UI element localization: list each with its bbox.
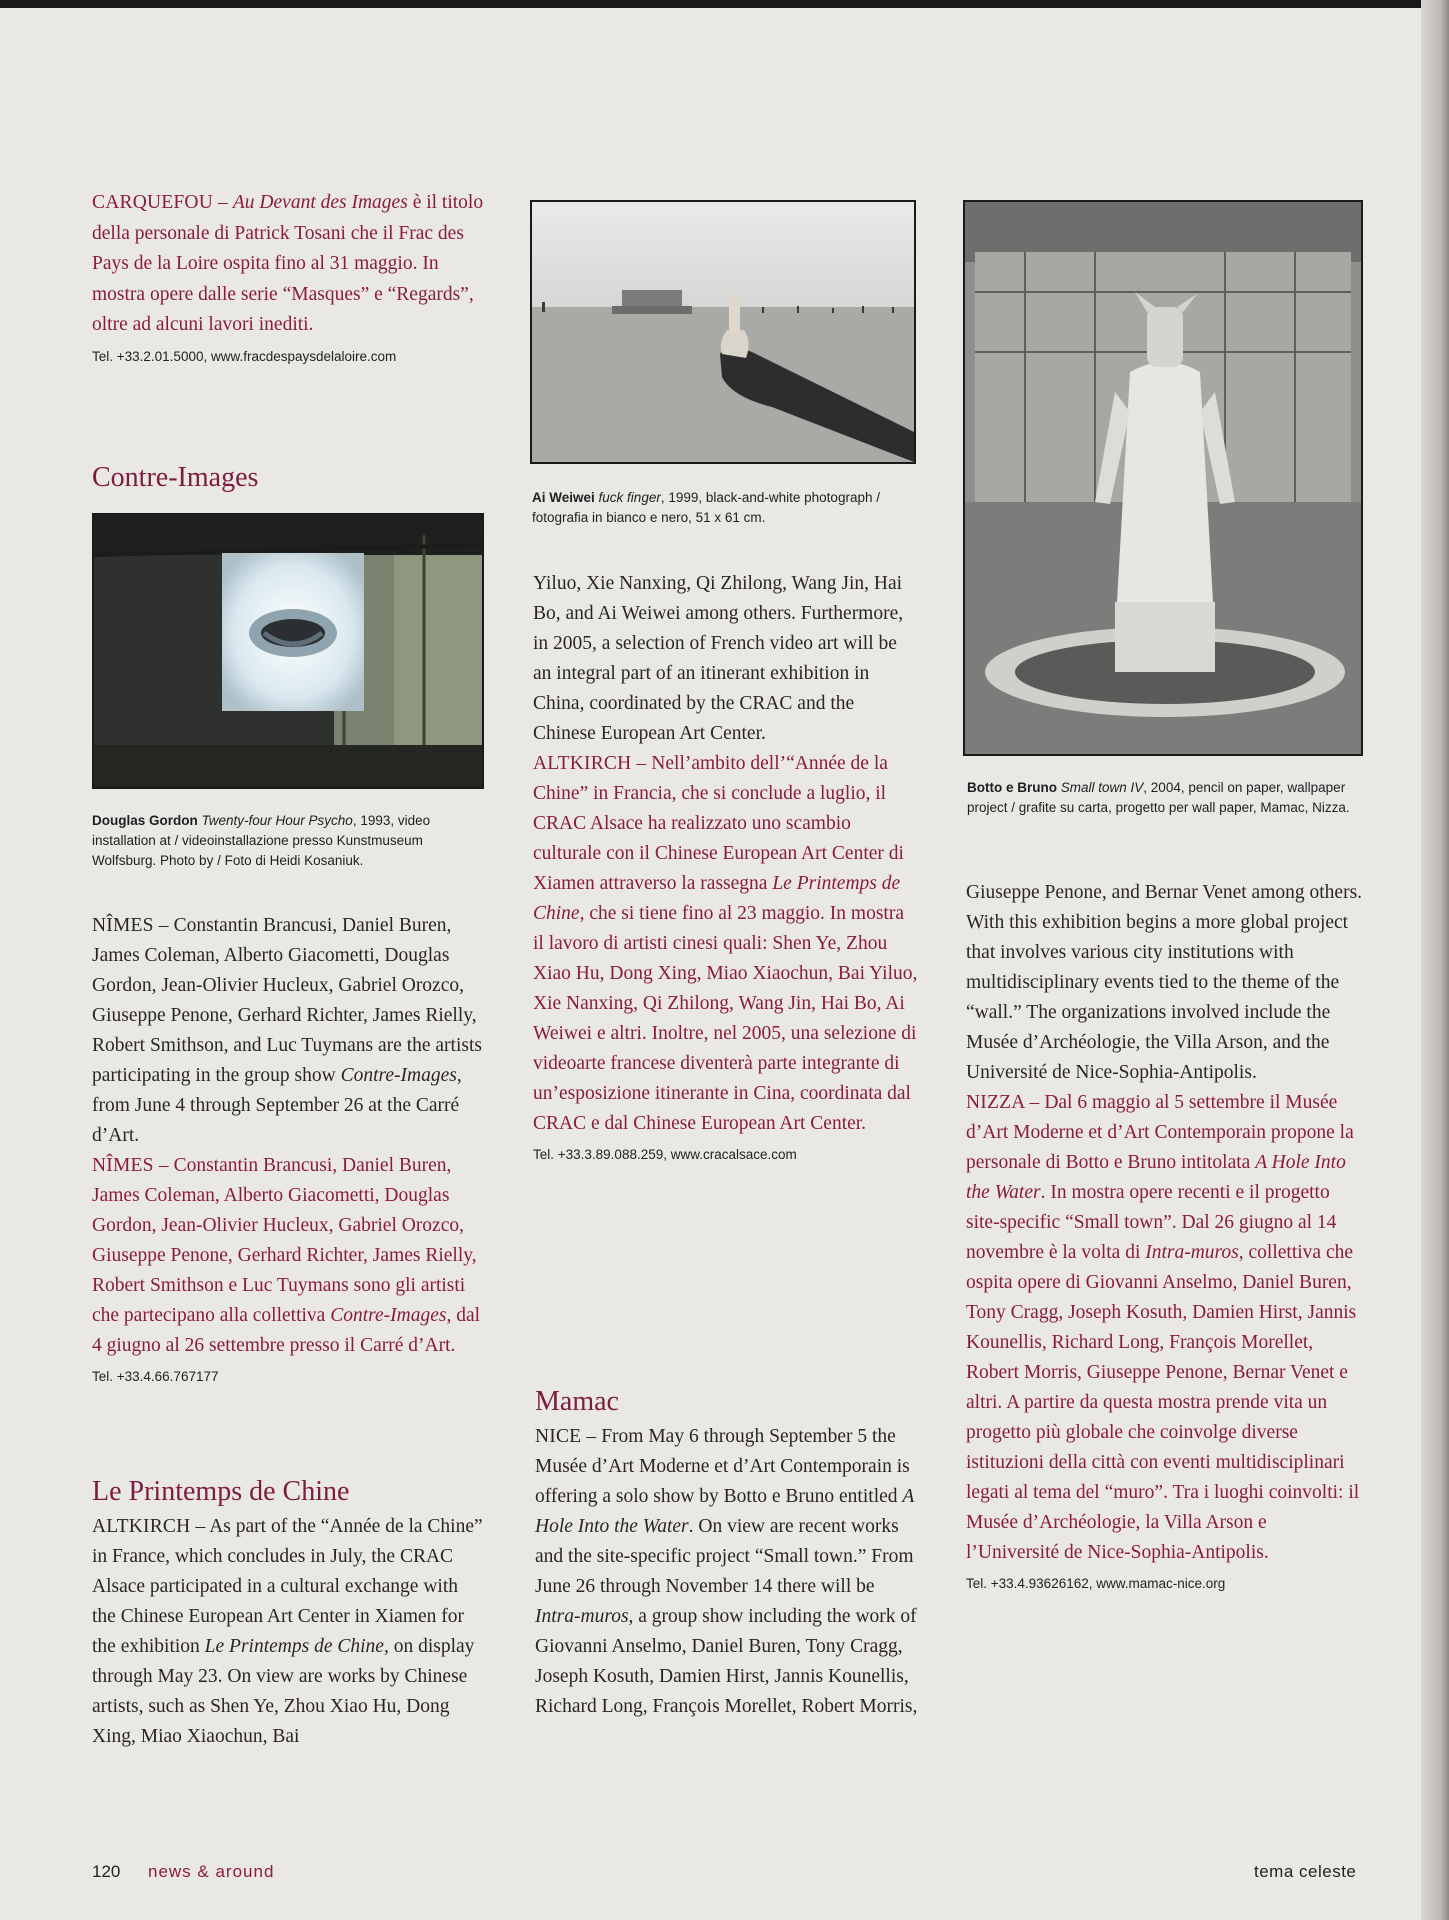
body-text: , on display through May 23. On view are works by Chinese artists, such as Shen Ye, Zhou Xiao Hu, Dong Xing, Miao Xiaochun, Bai (92, 1636, 475, 1747)
body-text: Constantin Brancusi, Daniel Buren, James Coleman, Alberto Giacometti, Douglas Gordon, Jean-Olivier Hucleux, Gabriel Orozco, Giuseppe Penone, Gerhard Richter, James Rielly, Robert Smithson e Luc Tuymans sono gli artisti che partecipano alla collettiva (92, 1155, 477, 1326)
caption-artist: Botto e Bruno (967, 780, 1057, 795)
contact-line: Tel. +33.2.01.5000, www.fracdespaysdelaloire.com (92, 348, 397, 364)
caption-artist: Ai Weiwei (532, 490, 595, 505)
section-heading-printemps: Le Printemps de Chine (92, 1476, 350, 1507)
work-title: Contre-Images (330, 1305, 447, 1326)
photo-caption (967, 778, 1363, 818)
work-title: Intra-muros (535, 1606, 629, 1627)
section-heading-mamac: Mamac (535, 1386, 619, 1417)
section-heading-contre-images: Contre-Images (92, 462, 259, 493)
body-text: As part of the “Année de la Chine” in France, which concludes in July, the CRAC Alsace participated in a cultural exchange with the Chinese European Art Center in Xiamen for the exhibition (92, 1516, 483, 1657)
carquefou-text (92, 188, 484, 341)
english-text (92, 911, 484, 1151)
body-text: , collettiva che ospita opere di Giovanni Anselmo, Daniel Buren, Tony Cragg, Joseph Kosuth, Damien Hirst, Jannis Kounellis, Richard Long, François Morellet, Robert Morris, Giuseppe Penone, Bernar Venet e altri. A partire da questa mostra prende vita un progetto più globale che coinvolge diverse istituzioni della città con eventi multidisciplinari legati al tema del “muro”. Tra i luoghi coinvolti: il Musée d’Archéologie, la Villa Arson e l’Université de Nice-Sophia-Antipolis. (966, 1242, 1360, 1563)
caption-text: , 2004, pencil on paper, wallpaper project / grafite su carta, progetto per wall paper, Mamac, Nizza. (967, 780, 1350, 815)
work-title: Contre-Images (340, 1065, 457, 1086)
article-printemps (92, 1512, 484, 1752)
caption-title: Twenty-four Hour Psycho (201, 813, 353, 828)
place-name: NÎMES – (92, 915, 169, 936)
english-text: Yiluo, Xie Nanxing, Qi Zhilong, Wang Jin, Hai Bo, and Ai Weiwei among others. Furthermore, in 2005, a selection of French video art will be an integral part of an itinerant exhibition in China, coordinated by the CRAC and the Chinese European Art Center. (533, 573, 904, 744)
article-contre-images (92, 911, 484, 1387)
photograph-image (532, 202, 914, 462)
magazine-name: tema celeste (1254, 1862, 1357, 1881)
body-text: Nell’ambito dell’“Année de la Chine” in Francia, che si conclude a luglio, il CRAC Alsace ha realizzato uno scambio culturale con il Chinese European Art Center di Xiamen attraverso la rassegna (533, 753, 904, 894)
photo-caption (92, 811, 484, 871)
caption-text: , 1999, black-and-white photograph / fotografia in bianco e nero, 51 x 61 cm. (532, 490, 880, 525)
contact-line: Tel. +33.4.93626162, www.mamac-nice.org (966, 1576, 1226, 1591)
body-text: , from June 4 through September 26 at the Carré d’Art. (92, 1065, 462, 1146)
photo-ai-weiwei (530, 200, 916, 464)
article-printemps-cont (533, 569, 918, 1165)
photo-botto-bruno (963, 200, 1363, 756)
artwork-image (965, 202, 1361, 754)
work-title: Intra-muros (1145, 1242, 1239, 1263)
body-text: . On view are recent works and the site-specific project “Small town.” From June 26 through November 14 there will be (535, 1516, 914, 1597)
work-title: Au Devant des Images (232, 192, 408, 213)
body-text: From May 6 through September 5 the Musée d’Art Moderne et d’Art Contemporain is offering a solo show by Botto e Bruno entitled (535, 1426, 910, 1507)
place-name: NÎMES – (92, 1155, 169, 1176)
body-text: , dal 4 giugno al 26 settembre presso il Carré d’Art. (92, 1305, 481, 1356)
place-name: NICE – (535, 1426, 597, 1447)
photo-caption (532, 488, 912, 528)
place-name: ALTKIRCH – (92, 1516, 206, 1537)
caption-title: fuck finger (598, 490, 661, 505)
article-mamac-cont (966, 878, 1363, 1594)
page-number: 120 (92, 1862, 121, 1881)
place-name: NIZZA – (966, 1092, 1040, 1113)
work-title: Le Printemps de Chine (204, 1636, 384, 1657)
installation-image (94, 515, 482, 787)
photo-douglas-gordon (92, 513, 484, 789)
page-top-edge (0, 0, 1449, 8)
caption-text: , 1993, video installation at / videoinstallazione presso Kunstmuseum Wolfsburg. Photo by / Foto di Heidi Kosaniuk. (92, 813, 431, 868)
place-name: CARQUEFOU – (92, 192, 229, 213)
body-text: . In mostra opere recenti e il progetto site-specific “Small town”. Dal 26 giugno al 14 novembre è la volta di (966, 1182, 1337, 1263)
body-text: Constantin Brancusi, Daniel Buren, James Coleman, Alberto Giacometti, Douglas Gordon, Jean-Olivier Hucleux, Gabriel Orozco, Giuseppe Penone, Gerhard Richter, James Rielly, Robert Smithson, and Luc Tuymans are the artists participating in the group show (92, 915, 482, 1086)
italian-text (966, 1088, 1363, 1568)
english-text: Giuseppe Penone, and Bernar Venet among others. With this exhibition begins a more global project that involves various city institutions with multidisciplinary events tied to the theme of the “wall.” The organizations involved include the Musée d’Archéologie, the Villa Arson, and the Université de Nice-Sophia-Antipolis. (966, 882, 1363, 1083)
english-text (535, 1422, 918, 1722)
work-title: A Hole Into the Water (966, 1152, 1346, 1203)
page-gutter-edge (1421, 0, 1449, 1920)
body-text: è il titolo della personale di Patrick Tosani che il Frac des Pays de la Loire ospita fino al 31 maggio. In mostra opere dalle serie “Masques” e “Regards”, oltre ad alcuni lavori inediti. (92, 192, 484, 335)
contact-line: Tel. +33.3.89.088.259, www.cracalsace.com (533, 1147, 797, 1162)
place-name: ALTKIRCH – (533, 753, 647, 774)
work-title: A Hole Into the Water (535, 1486, 914, 1537)
english-text (92, 1512, 484, 1752)
article-mamac (535, 1422, 918, 1722)
section-name: news & around (148, 1862, 275, 1881)
caption-artist: Douglas Gordon (92, 813, 198, 828)
body-text: Dal 6 maggio al 5 settembre il Musée d’Art Moderne et d’Art Contemporain propone la personale di Botto e Bruno intitolata (966, 1092, 1354, 1173)
body-text: , a group show including the work of Giovanni Anselmo, Daniel Buren, Tony Cragg, Joseph Kosuth, Damien Hirst, Jannis Kounellis, Richard Long, François Morellet, Robert Morris, (535, 1606, 918, 1717)
article-carquefou (92, 188, 484, 367)
italian-text (92, 1151, 484, 1361)
body-text: , che si tiene fino al 23 maggio. In mostra il lavoro di artisti cinesi quali: Shen Ye, Zhou Xiao Hu, Dong Xing, Miao Xiaochun, Bai Yiluo, Xie Nanxing, Qi Zhilong, Wang Jin, Hai Bo, Ai Weiwei e altri. Inoltre, nel 2005, una selezione di videoarte francese diventerà parte integrante di un’esposizione itinerante in Cina, coordinata dal CRAC e dal Chinese European Art Center. (533, 903, 918, 1134)
work-title: Le Printemps de Chine (533, 873, 901, 924)
caption-title: Small town IV (1060, 780, 1144, 795)
contact-line: Tel. +33.4.66.767177 (92, 1369, 219, 1384)
italian-text (533, 749, 918, 1139)
